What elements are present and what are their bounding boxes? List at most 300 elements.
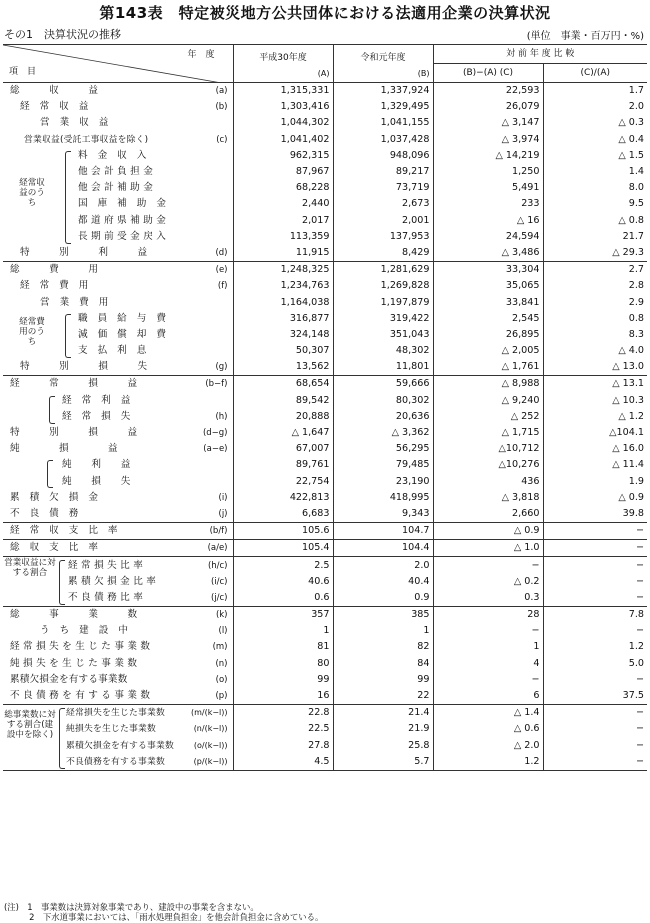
cell-b: 1,197,879 <box>333 294 433 310</box>
row-label-cell <box>3 132 233 148</box>
cell-c: 1.2 <box>433 754 543 771</box>
cell-c: △ 0.2 <box>433 574 543 590</box>
table-row <box>3 409 647 425</box>
row-key: (b−f) <box>205 379 228 390</box>
cell-c: △ 2.0 <box>433 738 543 754</box>
cell-d: △ 1.2 <box>543 409 647 425</box>
table-row <box>3 327 647 343</box>
row-label-cell <box>3 490 233 506</box>
cell-d: − <box>543 540 647 557</box>
table-row <box>3 99 647 115</box>
row-label: 純 損 失 <box>62 475 131 487</box>
row-label: 特 別 損 失 <box>20 361 148 373</box>
cell-b: 48,302 <box>333 343 433 359</box>
row-label: 不 良 債 務 を 有 す る 事 業 数 <box>10 690 151 702</box>
table-row <box>3 623 647 639</box>
cell-c: 233 <box>433 196 543 212</box>
cell-a: 1,044,302 <box>233 115 333 131</box>
cell-b: 82 <box>333 639 433 655</box>
row-label-cell <box>3 278 233 294</box>
cell-c: 26,895 <box>433 327 543 343</box>
table-row <box>3 180 647 196</box>
table-row <box>3 441 647 457</box>
table-row <box>3 721 647 737</box>
row-label: 経 常 収 支 比 率 <box>10 525 118 537</box>
cell-b: 73,719 <box>333 180 433 196</box>
row-key: (h/c) <box>207 560 228 571</box>
row-label: 減 価 償 却 費 <box>78 328 167 340</box>
row-label: 特 別 利 益 <box>20 246 148 258</box>
cell-b: 1,269,828 <box>333 278 433 294</box>
cell-c: △ 252 <box>433 409 543 425</box>
cell-c: △ 14,219 <box>433 148 543 164</box>
cell-c: 4 <box>433 656 543 672</box>
cell-a: 422,813 <box>233 490 333 506</box>
row-label-cell <box>3 229 233 245</box>
row-label-cell <box>3 623 233 639</box>
row-label: 営 業 収 益 <box>40 117 109 129</box>
table-row <box>3 688 647 705</box>
cell-b: 5.7 <box>333 754 433 771</box>
group-bracket <box>65 314 71 359</box>
cell-c: 6 <box>433 688 543 705</box>
row-label: 累 積 欠 損 金 <box>10 491 99 503</box>
table-row <box>3 245 647 262</box>
row-label-cell <box>3 115 233 131</box>
table-row <box>3 474 647 490</box>
cell-d: 37.5 <box>543 688 647 705</box>
cell-b: 23,190 <box>333 474 433 490</box>
pair-bracket <box>47 460 53 488</box>
row-label-cell <box>3 425 233 441</box>
cell-b: 1,281,629 <box>333 262 433 279</box>
cell-b: 22 <box>333 688 433 705</box>
row-label-cell <box>3 540 233 557</box>
cell-d: 1.4 <box>543 164 647 180</box>
cell-a: 67,007 <box>233 441 333 457</box>
cell-b: 1,337,924 <box>333 83 433 100</box>
cell-a: 1,303,416 <box>233 99 333 115</box>
row-label-cell <box>3 441 233 457</box>
row-label: 不良債務を有する事業数 <box>66 756 165 767</box>
page-title: 第143表 特定被災地方公共団体における法適用企業の決算状況 <box>99 4 551 22</box>
row-label: 経 常 費 用 <box>20 280 89 292</box>
header-comparison: 対 前 年 度 比 較 <box>433 45 647 64</box>
row-label: 経 常 収 益 <box>20 101 89 113</box>
row-key: (b/f) <box>209 526 228 537</box>
row-label: 総 収 支 比 率 <box>10 542 99 554</box>
cell-d: △ 10.3 <box>543 393 647 409</box>
cell-c: 33,841 <box>433 294 543 310</box>
table-row <box>3 132 647 148</box>
cell-d: 2.7 <box>543 262 647 279</box>
cell-c: △ 3,818 <box>433 490 543 506</box>
cell-d: 8.3 <box>543 327 647 343</box>
table-row <box>3 506 647 523</box>
cell-b: 56,295 <box>333 441 433 457</box>
table-row <box>3 557 647 574</box>
row-label: 累積欠損金を有する事業数 <box>10 673 128 685</box>
cell-b: 20,636 <box>333 409 433 425</box>
table-row <box>3 523 647 540</box>
row-label-cell <box>3 376 233 393</box>
cell-b: 79,485 <box>333 457 433 473</box>
cell-c: 0.3 <box>433 590 543 607</box>
cell-d: 8.0 <box>543 180 647 196</box>
table-row <box>3 83 647 100</box>
settlement-table <box>3 44 647 771</box>
row-label: 総 費 用 <box>10 264 99 276</box>
cell-a: 2,440 <box>233 196 333 212</box>
row-key: (f) <box>217 281 228 292</box>
cell-a: 357 <box>233 607 333 624</box>
row-label: 累 積 欠 損 金 比 率 <box>68 575 157 587</box>
cell-c: △ 0.6 <box>433 721 543 737</box>
cell-c: △ 2,005 <box>433 343 543 359</box>
table-row <box>3 705 647 722</box>
cell-a: 13,562 <box>233 359 333 376</box>
row-label: 経 常 損 失 を 生 じ た 事 業 数 <box>10 641 151 653</box>
row-label: 不 良 債 務 比 率 <box>68 591 144 603</box>
row-key: (n) <box>215 658 228 669</box>
cell-a: 50,307 <box>233 343 333 359</box>
row-label: 都 道 府 県 補 助 金 <box>78 214 167 226</box>
cell-b: △ 3,362 <box>333 425 433 441</box>
row-label: 長 期 前 受 金 戻 入 <box>78 230 167 242</box>
row-label-cell <box>3 245 233 262</box>
row-group-label: 経常費用のうち <box>17 317 47 347</box>
cell-b: 2.0 <box>333 557 433 574</box>
cell-a: 89,761 <box>233 457 333 473</box>
cell-a: 16 <box>233 688 333 705</box>
cell-c: △10,276 <box>433 457 543 473</box>
cell-d: − <box>543 557 647 574</box>
cell-b: 59,666 <box>333 376 433 393</box>
row-label-cell <box>3 656 233 672</box>
row-label-cell <box>3 83 233 100</box>
row-label: 経 常 損 失 <box>62 410 131 422</box>
row-label: 営業収益(受託工事収益を除く) <box>24 134 149 145</box>
cell-b: 418,995 <box>333 490 433 506</box>
cell-d: △ 0.9 <box>543 490 647 506</box>
cell-c: 35,065 <box>433 278 543 294</box>
cell-d: − <box>543 754 647 771</box>
cell-b: 8,429 <box>333 245 433 262</box>
row-label: 職 員 給 与 費 <box>78 312 167 324</box>
cell-b: 25.8 <box>333 738 433 754</box>
cell-c: 5,491 <box>433 180 543 196</box>
row-key: (o/(k−l)) <box>193 740 228 750</box>
cell-b: 40.4 <box>333 574 433 590</box>
header-col-a-mark: (A) <box>317 68 330 78</box>
table-row <box>3 393 647 409</box>
table-row <box>3 196 647 212</box>
header-corner <box>3 45 233 83</box>
row-key: (p) <box>215 691 228 702</box>
row-key: (h) <box>215 411 228 422</box>
row-key: (c) <box>216 134 228 145</box>
table-row <box>3 213 647 229</box>
row-label: 特 別 損 益 <box>10 427 138 439</box>
cell-c: △ 16 <box>433 213 543 229</box>
cell-b: 80,302 <box>333 393 433 409</box>
table-row <box>3 376 647 393</box>
cell-a: 11,915 <box>233 245 333 262</box>
cell-d: − <box>543 590 647 607</box>
cell-a: 20,888 <box>233 409 333 425</box>
cell-c: △ 3,486 <box>433 245 543 262</box>
cell-c: − <box>433 672 543 688</box>
header-nendo: 年 度 <box>187 50 215 60</box>
cell-d: − <box>543 672 647 688</box>
footnote-1: (注) 1 事業数は決算対象事業であり、建設中の事業を含まない。 <box>4 902 259 912</box>
cell-d: △ 0.4 <box>543 132 647 148</box>
table-row <box>3 457 647 473</box>
cell-d: △ 0.3 <box>543 115 647 131</box>
pair-bracket <box>49 396 55 424</box>
row-label-cell <box>3 639 233 655</box>
table-row <box>3 359 647 376</box>
row-label-cell <box>3 99 233 115</box>
header-col-b-label: 令和元年度 <box>360 52 406 63</box>
header-col-b-mark: (B) <box>417 68 430 78</box>
cell-d: − <box>543 623 647 639</box>
row-label-cell <box>3 393 233 409</box>
cell-c: 28 <box>433 607 543 624</box>
row-label: 営 業 費 用 <box>40 296 109 308</box>
row-label: 純 損 益 <box>10 443 118 455</box>
cell-b: 137,953 <box>333 229 433 245</box>
row-label: 他 会 計 負 担 金 <box>78 166 154 178</box>
row-label: 純損失を生じた事業数 <box>66 724 156 735</box>
table-row <box>3 574 647 590</box>
cell-d: 1.7 <box>543 83 647 100</box>
cell-b: 84 <box>333 656 433 672</box>
table-row <box>3 278 647 294</box>
cell-a: 2,017 <box>233 213 333 229</box>
cell-d: △ 11.4 <box>543 457 647 473</box>
cell-c: 22,593 <box>433 83 543 100</box>
row-label-cell <box>3 262 233 279</box>
row-key: (g) <box>215 362 228 373</box>
row-label-cell <box>3 409 233 425</box>
group-bracket <box>59 560 65 605</box>
row-label: 他 会 計 補 助 金 <box>78 182 154 194</box>
cell-b: 1 <box>333 623 433 639</box>
cell-d: △ 1.5 <box>543 148 647 164</box>
cell-c: △ 1,761 <box>433 359 543 376</box>
table-row <box>3 607 647 624</box>
cell-d: − <box>543 574 647 590</box>
row-key: (a) <box>215 86 228 97</box>
row-label: 純 損 失 を 生 じ た 事 業 数 <box>10 657 138 669</box>
header-col-b <box>333 45 433 83</box>
cell-a: 22.8 <box>233 705 333 722</box>
cell-d: △ 4.0 <box>543 343 647 359</box>
row-key: (b) <box>215 102 228 113</box>
cell-a: △ 1,647 <box>233 425 333 441</box>
row-label-cell <box>3 294 233 310</box>
row-label-cell <box>3 213 233 229</box>
header-col-a <box>233 45 333 83</box>
cell-b: 99 <box>333 672 433 688</box>
cell-a: 316,877 <box>233 311 333 327</box>
cell-c: △ 1.0 <box>433 540 543 557</box>
row-label: 国 庫 補 助 金 <box>78 198 167 210</box>
table-row <box>3 639 647 655</box>
row-key: (m) <box>212 642 228 653</box>
cell-c: △10,712 <box>433 441 543 457</box>
row-key: (a−e) <box>203 444 228 455</box>
cell-d: △ 16.0 <box>543 441 647 457</box>
row-label: 総 事 業 数 <box>10 609 138 621</box>
cell-d: △ 13.1 <box>543 376 647 393</box>
row-label: 累積欠損金を有する事業数 <box>66 740 174 751</box>
cell-a: 40.6 <box>233 574 333 590</box>
row-label-cell <box>3 672 233 688</box>
row-key: (k) <box>215 610 228 621</box>
cell-d: 39.8 <box>543 506 647 523</box>
table-row <box>3 754 647 771</box>
cell-a: 324,148 <box>233 327 333 343</box>
footnote-2: 2 下水道事業においては、「雨水処理負担金」を他会計負担金に含めている。 <box>4 912 324 922</box>
cell-c: △ 3,974 <box>433 132 543 148</box>
row-label-cell <box>3 688 233 705</box>
row-key: (n/(k−l)) <box>193 724 228 734</box>
cell-d: − <box>543 721 647 737</box>
row-key: (o) <box>215 674 228 685</box>
cell-a: 1 <box>233 623 333 639</box>
row-key: (p/(k−l)) <box>193 756 228 766</box>
cell-a: 105.4 <box>233 540 333 557</box>
row-key: (j) <box>218 508 228 519</box>
cell-d: 1.2 <box>543 639 647 655</box>
cell-d: 2.8 <box>543 278 647 294</box>
cell-b: 1,041,155 <box>333 115 433 131</box>
cell-c: − <box>433 557 543 574</box>
header-col-c: (B)−(A) (C) <box>433 64 543 83</box>
row-label-cell <box>3 523 233 540</box>
cell-a: 68,654 <box>233 376 333 393</box>
table-row <box>3 738 647 754</box>
cell-c: 2,660 <box>433 506 543 523</box>
row-key: (i) <box>218 492 228 503</box>
cell-d: 2.9 <box>543 294 647 310</box>
cell-b: 89,217 <box>333 164 433 180</box>
header-col-d: (C)/(A) <box>543 64 647 83</box>
table-row <box>3 343 647 359</box>
cell-d: △104.1 <box>543 425 647 441</box>
cell-c: 1,250 <box>433 164 543 180</box>
cell-d: − <box>543 523 647 540</box>
table-row <box>3 540 647 557</box>
cell-a: 22,754 <box>233 474 333 490</box>
row-key: (j/c) <box>210 592 228 603</box>
cell-a: 1,234,763 <box>233 278 333 294</box>
row-key: (i/c) <box>210 576 228 587</box>
row-label-cell <box>3 738 233 754</box>
row-key: (m/(k−l)) <box>190 708 228 718</box>
cell-a: 2.5 <box>233 557 333 574</box>
cell-a: 6,683 <box>233 506 333 523</box>
table-row <box>3 672 647 688</box>
cell-c: 436 <box>433 474 543 490</box>
cell-c: 33,304 <box>433 262 543 279</box>
cell-a: 99 <box>233 672 333 688</box>
row-label: 経 常 損 益 <box>10 378 138 390</box>
row-label-cell <box>3 590 233 607</box>
cell-b: 21.9 <box>333 721 433 737</box>
table-row <box>3 229 647 245</box>
cell-a: 0.6 <box>233 590 333 607</box>
cell-b: 104.7 <box>333 523 433 540</box>
table-row <box>3 656 647 672</box>
cell-a: 4.5 <box>233 754 333 771</box>
group-bracket <box>65 151 71 244</box>
cell-b: 11,801 <box>333 359 433 376</box>
cell-a: 1,248,325 <box>233 262 333 279</box>
cell-c: △ 0.9 <box>433 523 543 540</box>
cell-c: △ 1,715 <box>433 425 543 441</box>
cell-c: 26,079 <box>433 99 543 115</box>
cell-a: 89,542 <box>233 393 333 409</box>
row-group-label: 営業収益に対する割合 <box>4 557 56 578</box>
cell-a: 81 <box>233 639 333 655</box>
cell-a: 113,359 <box>233 229 333 245</box>
row-group-label: 総事業数に対する割合(建設中を除く) <box>4 709 56 740</box>
cell-d: 5.0 <box>543 656 647 672</box>
table-row <box>3 490 647 506</box>
cell-d: 2.0 <box>543 99 647 115</box>
cell-b: 0.9 <box>333 590 433 607</box>
cell-b: 104.4 <box>333 540 433 557</box>
cell-c: △ 9,240 <box>433 393 543 409</box>
row-group-label: 経常収益のうち <box>17 178 47 208</box>
cell-b: 1,329,495 <box>333 99 433 115</box>
row-label: 総 収 益 <box>10 85 99 97</box>
cell-a: 87,967 <box>233 164 333 180</box>
row-label-cell <box>3 359 233 376</box>
cell-c: △ 3,147 <box>433 115 543 131</box>
table-row <box>3 311 647 327</box>
row-key: (d−g) <box>202 428 228 439</box>
cell-b: 21.4 <box>333 705 433 722</box>
cell-a: 80 <box>233 656 333 672</box>
table-row <box>3 148 647 164</box>
section-subtitle: その1 決算状況の推移 <box>4 28 121 41</box>
cell-a: 27.8 <box>233 738 333 754</box>
cell-c: △ 1.4 <box>433 705 543 722</box>
footnotes <box>4 902 323 922</box>
table-row <box>3 262 647 279</box>
cell-d: 9.5 <box>543 196 647 212</box>
table-row <box>3 164 647 180</box>
cell-a: 962,315 <box>233 148 333 164</box>
cell-d: △ 0.8 <box>543 213 647 229</box>
cell-c: 1 <box>433 639 543 655</box>
cell-a: 105.6 <box>233 523 333 540</box>
row-label: 経常損失を生じた事業数 <box>66 708 165 719</box>
cell-b: 2,001 <box>333 213 433 229</box>
table-row <box>3 425 647 441</box>
header-col-a-label: 平成30年度 <box>259 52 307 63</box>
row-label-cell <box>3 506 233 523</box>
row-key: (e) <box>215 265 228 276</box>
cell-b: 948,096 <box>333 148 433 164</box>
cell-b: 319,422 <box>333 311 433 327</box>
cell-a: 1,315,331 <box>233 83 333 100</box>
row-label: う ち 建 設 中 <box>40 625 129 637</box>
